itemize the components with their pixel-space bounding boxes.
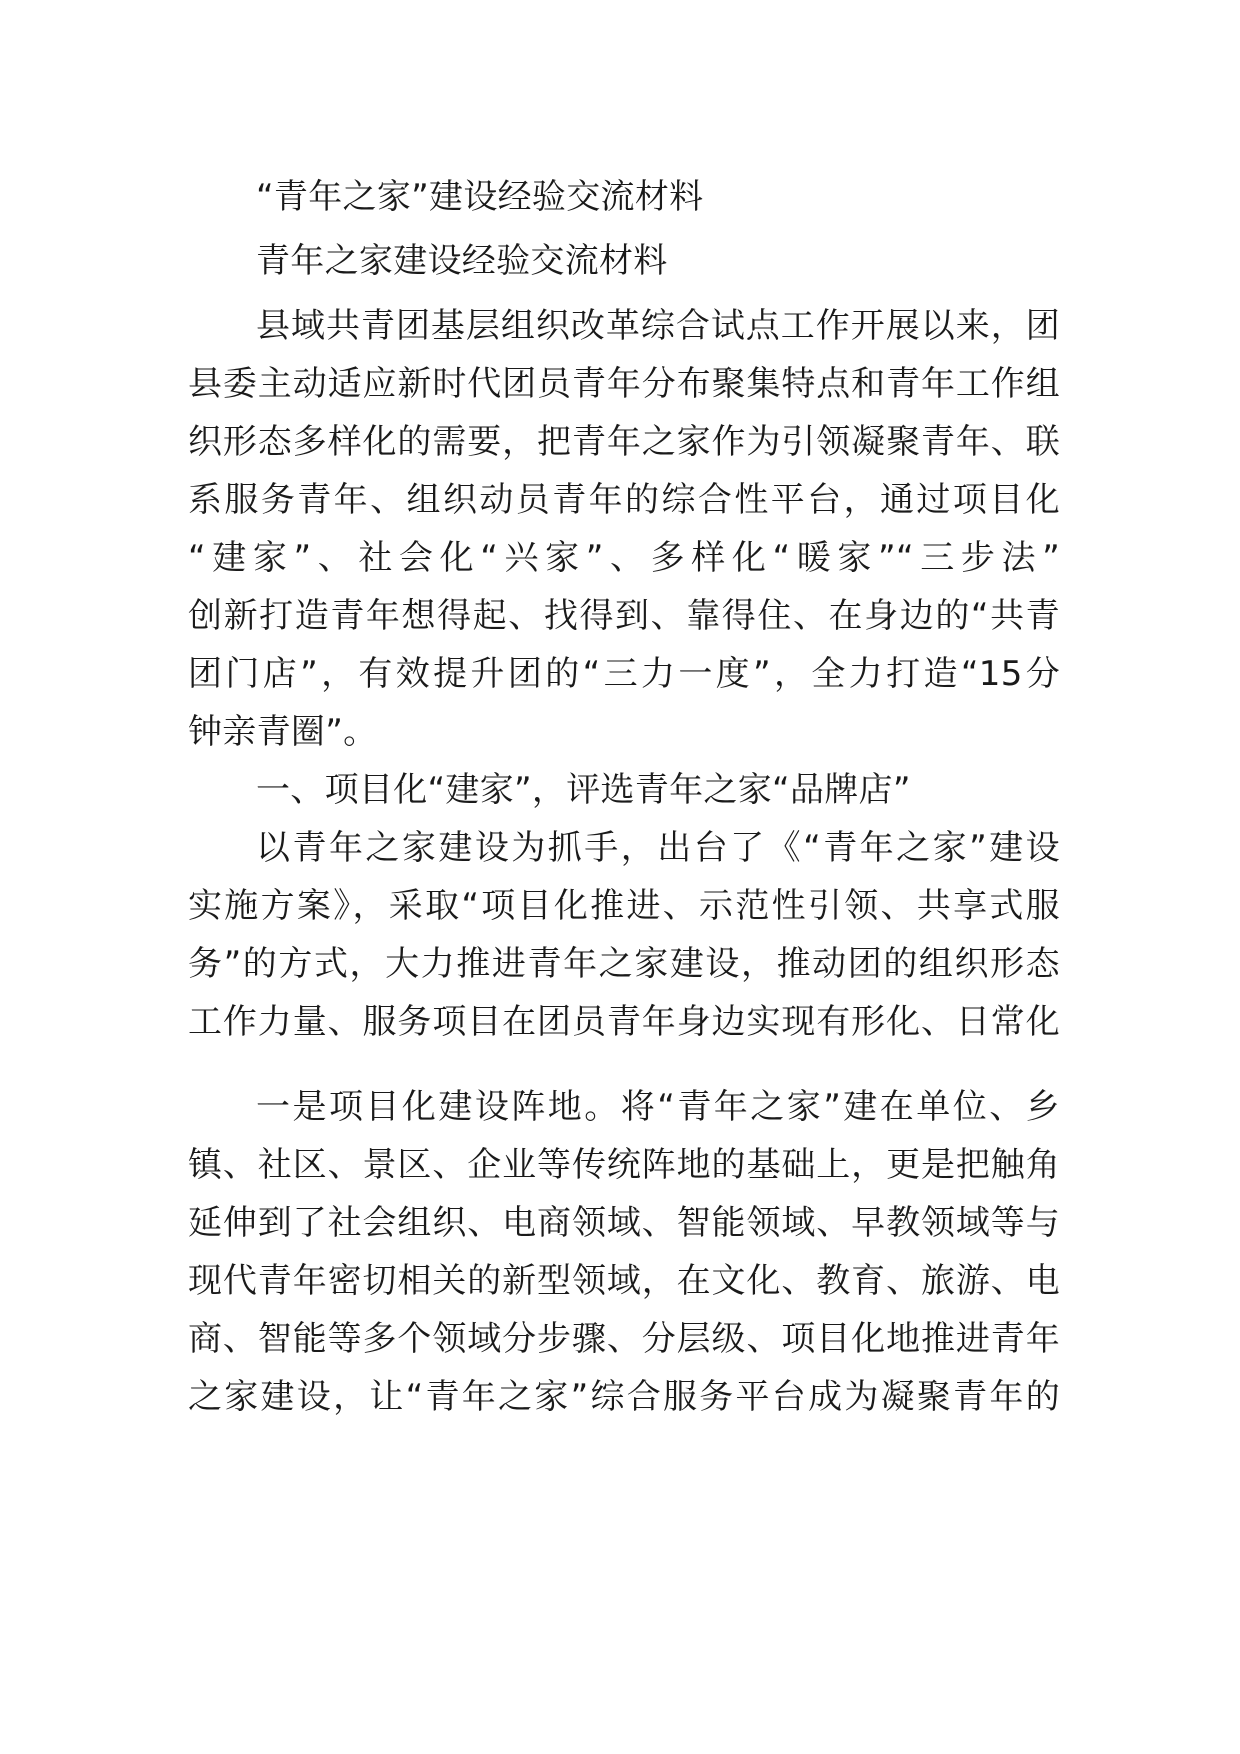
section-heading: 一、项目化“建家”，评选青年之家“品牌店” <box>256 770 911 810</box>
paragraph-line: 实施方案》，采取“项目化推进、示范性引领、共享式服 <box>188 886 1060 926</box>
document-title: “青年之家”建设经验交流材料 <box>256 177 704 217</box>
paragraph-line: 一是项目化建设阵地。将“青年之家”建在单位、乡 <box>256 1087 1060 1127</box>
paragraph-line: 系服务青年、组织动员青年的综合性平台，通过项目化 <box>188 480 1060 520</box>
paragraph-line: 以青年之家建设为抓手，出台了《“青年之家”建设 <box>256 828 1060 868</box>
paragraph-line: 延伸到了社会组织、电商领域、智能领域、早教领域等与 <box>188 1203 1060 1243</box>
paragraph-line: 县域共青团基层组织改革综合试点工作开展以来，团 <box>256 306 1060 346</box>
paragraph-line: 工作力量、服务项目在团员青年身边实现有形化、日常化 <box>188 1002 1060 1042</box>
paragraph-line: 钟亲青圈”。 <box>188 712 378 752</box>
paragraph-line: 团门店”，有效提升团的“三力一度”，全力打造“15分 <box>188 654 1060 694</box>
paragraph-line: 务”的方式，大力推进青年之家建设，推动团的组织形态 <box>188 944 1060 984</box>
paragraph-line: 现代青年密切相关的新型领域，在文化、教育、旅游、电 <box>188 1261 1060 1301</box>
document-subtitle: 青年之家建设经验交流材料 <box>256 241 668 281</box>
paragraph-line: 商、智能等多个领域分步骤、分层级、项目化地推进青年 <box>188 1319 1060 1359</box>
paragraph-line: 镇、社区、景区、企业等传统阵地的基础上，更是把触角 <box>188 1145 1060 1185</box>
paragraph-line: 织形态多样化的需要，把青年之家作为引领凝聚青年、联 <box>188 422 1060 462</box>
paragraph-line: 之家建设，让“青年之家”综合服务平台成为凝聚青年的 <box>188 1377 1060 1417</box>
paragraph-line: “建家”、社会化“兴家”、多样化“暖家”“三步法” <box>188 538 1060 578</box>
paragraph-line: 创新打造青年想得起、找得到、靠得住、在身边的“共青 <box>188 596 1060 636</box>
paragraph-line: 县委主动适应新时代团员青年分布聚集特点和青年工作组 <box>188 364 1060 404</box>
